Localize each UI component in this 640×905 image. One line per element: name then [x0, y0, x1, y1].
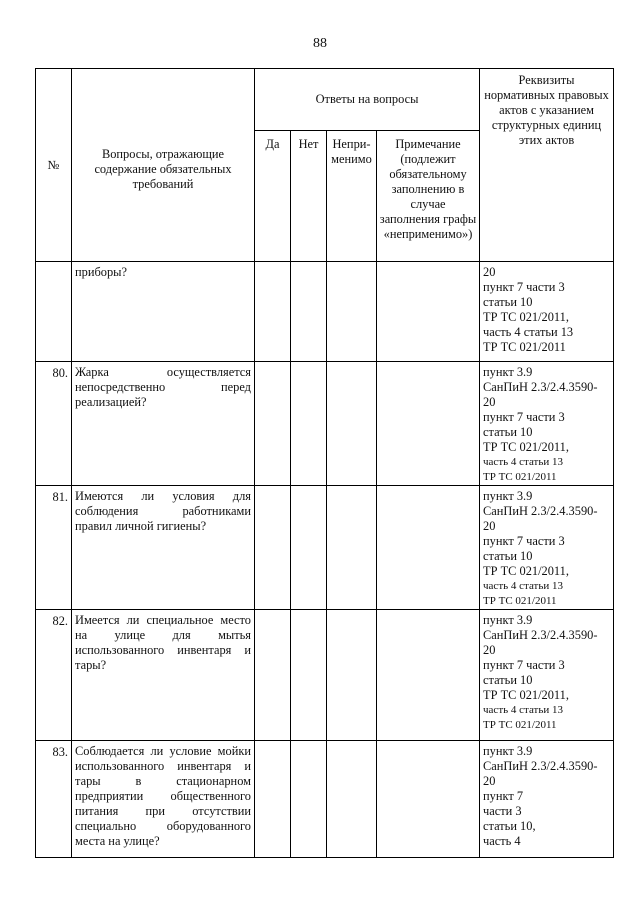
question-line: Соблюдается ли условие мойки	[75, 744, 251, 758]
answer-yes-cell[interactable]	[255, 610, 291, 741]
requisites-line: ТР ТС 021/2011	[483, 340, 566, 354]
question-line: предприятии общественного	[75, 789, 251, 803]
answer-yes-cell[interactable]	[255, 486, 291, 610]
requisites-line: статьи 10	[483, 425, 533, 439]
table-row	[36, 741, 614, 858]
requisites-line: ТР ТС 021/2011,	[483, 688, 569, 702]
requisites-line: пункт 3.9	[483, 744, 533, 758]
answer-no-cell[interactable]	[291, 486, 327, 610]
requisites-line: пункт 7 части 3	[483, 534, 565, 548]
requisites-cell	[480, 610, 614, 741]
answer-note-cell[interactable]	[377, 610, 480, 741]
table-row	[36, 486, 614, 610]
requisites-line: 20	[483, 395, 496, 409]
requisites-line: СанПиН 2.3/2.4.3590-	[483, 628, 598, 642]
question-line: на улице для мытья	[75, 628, 251, 642]
question-cell	[72, 610, 255, 741]
requisites-line: пункт 7	[483, 789, 524, 803]
answer-yes-cell[interactable]	[255, 362, 291, 486]
header-question: Вопросы, отражающие содержание обязательных требований	[72, 69, 255, 262]
requisites-line: пункт 7 части 3	[483, 280, 565, 294]
header-na-line1: Непри-	[332, 137, 371, 151]
answer-not-applicable-cell[interactable]	[327, 610, 377, 741]
question-line: Имеются ли условия для	[75, 489, 251, 503]
requisites-line: пункт 3.9	[483, 489, 533, 503]
requisites-line: СанПиН 2.3/2.4.3590-	[483, 504, 598, 518]
row-number	[36, 262, 72, 362]
question-line: питания при отсутствии	[75, 804, 251, 818]
question-cell	[72, 362, 255, 486]
question-line: соблюдения работниками	[75, 504, 251, 518]
answer-note-cell[interactable]	[377, 741, 480, 858]
header-note: Примечание (подлежит обязательному заполнению в случае заполнения графы «неприменимо»)	[377, 131, 480, 262]
requisites-line: пункт 3.9	[483, 613, 533, 627]
requisites-line: ТР ТС 021/2011	[483, 595, 557, 607]
requisites-line: часть 4 статьи 13	[483, 325, 574, 339]
header-no: Нет	[291, 131, 327, 262]
answer-yes-cell[interactable]	[255, 262, 291, 362]
question-line: места на улице?	[75, 834, 160, 848]
requisites-line: ТР ТС 021/2011,	[483, 440, 569, 454]
answer-no-cell[interactable]	[291, 262, 327, 362]
requisites-line: статьи 10,	[483, 819, 536, 833]
question-cell	[72, 486, 255, 610]
requisites-cell	[480, 262, 614, 362]
requisites-line: ТР ТС 021/2011,	[483, 564, 569, 578]
requisites-line: 20	[483, 265, 496, 279]
answer-yes-cell[interactable]	[255, 741, 291, 858]
requisites-line: часть 4	[483, 834, 521, 848]
answer-not-applicable-cell[interactable]	[327, 262, 377, 362]
answer-note-cell[interactable]	[377, 486, 480, 610]
row-number: 81.	[36, 486, 72, 610]
requisites-line: части 3	[483, 804, 522, 818]
question-line: использованного инвентаря и	[75, 759, 251, 773]
question-line: специально оборудованного	[75, 819, 251, 833]
answer-no-cell[interactable]	[291, 610, 327, 741]
question-line: реализацией?	[75, 395, 147, 409]
requisites-line: часть 4 статьи 13	[483, 704, 564, 716]
requisites-line: пункт 7 части 3	[483, 410, 565, 424]
question-cell	[72, 262, 255, 362]
requisites-line: ТР ТС 021/2011	[483, 719, 557, 731]
header-not-applicable	[327, 131, 377, 262]
requisites-line: часть 4 статьи 13	[483, 456, 564, 468]
answer-no-cell[interactable]	[291, 741, 327, 858]
question-line: тары в стационарном	[75, 774, 251, 788]
question-line: использованного инвентаря и	[75, 643, 251, 657]
answer-not-applicable-cell[interactable]	[327, 486, 377, 610]
answer-not-applicable-cell[interactable]	[327, 741, 377, 858]
question-line: непосредственно перед	[75, 380, 251, 394]
requisites-line: пункт 3.9	[483, 365, 533, 379]
table-row	[36, 610, 614, 741]
question-cell	[72, 741, 255, 858]
requisites-cell	[480, 362, 614, 486]
checklist-table	[35, 68, 614, 858]
requisites-line: СанПиН 2.3/2.4.3590-	[483, 759, 598, 773]
header-requisites: Реквизиты нормативных правовых актов с указанием структурных единиц этих актов	[480, 69, 614, 262]
requisites-cell	[480, 486, 614, 610]
header-na-line2: менимо	[331, 152, 372, 166]
question-line: тары?	[75, 658, 107, 672]
question-line: приборы?	[75, 265, 127, 279]
requisites-line: пункт 7 части 3	[483, 658, 565, 672]
requisites-cell	[480, 741, 614, 858]
requisites-line: 20	[483, 519, 496, 533]
header-yes: Да	[255, 131, 291, 262]
answer-not-applicable-cell[interactable]	[327, 362, 377, 486]
header-number: №	[36, 69, 72, 262]
row-number: 83.	[36, 741, 72, 858]
requisites-line: статьи 10	[483, 549, 533, 563]
requisites-line: СанПиН 2.3/2.4.3590-	[483, 380, 598, 394]
answer-note-cell[interactable]	[377, 362, 480, 486]
requisites-line: статьи 10	[483, 295, 533, 309]
requisites-line: 20	[483, 774, 496, 788]
requisites-line: статьи 10	[483, 673, 533, 687]
question-line: Имеется ли специальное место	[75, 613, 251, 627]
answer-note-cell[interactable]	[377, 262, 480, 362]
row-number: 80.	[36, 362, 72, 486]
row-number: 82.	[36, 610, 72, 741]
question-line: Жарка осуществляется	[75, 365, 251, 379]
requisites-line: 20	[483, 643, 496, 657]
question-line: правил личной гигиены?	[75, 519, 207, 533]
requisites-line: ТР ТС 021/2011	[483, 471, 557, 483]
requisites-line: часть 4 статьи 13	[483, 580, 564, 592]
header-row-top	[36, 69, 614, 131]
table-row	[36, 362, 614, 486]
page-number: 88	[313, 36, 327, 51]
header-answers: Ответы на вопросы	[255, 69, 480, 131]
requisites-line: ТР ТС 021/2011,	[483, 310, 569, 324]
table-row	[36, 262, 614, 362]
answer-no-cell[interactable]	[291, 362, 327, 486]
